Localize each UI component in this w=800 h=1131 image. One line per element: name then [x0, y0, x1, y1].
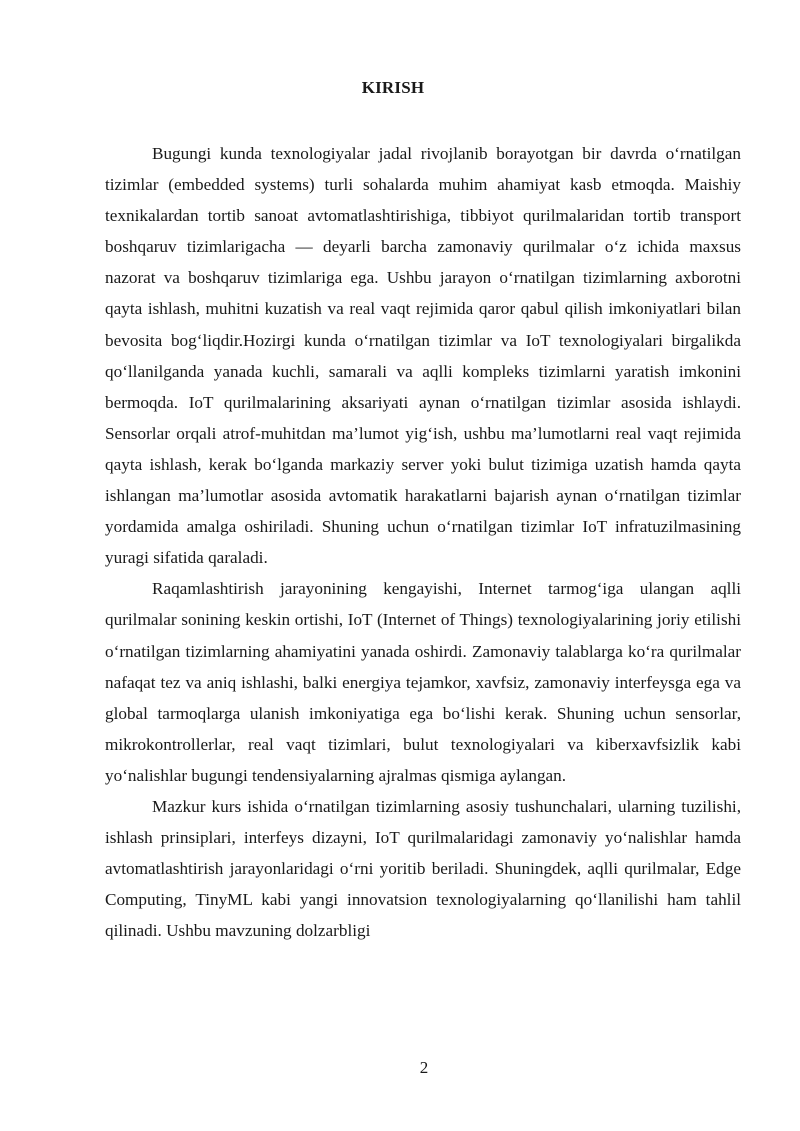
section-heading: KIRISH [361, 78, 425, 97]
page-number: 2 [419, 1058, 429, 1077]
paragraph-1: Bugungi kunda texnologiyalar jadal rivojlanib borayotgan bir davrda o‘rnatilgan tizimlar (embedded systems) turli sohalarda muhim ahamiyat kasb etmoqda. Maishiy texnikalardan tortib sanoat avtomatlashtirishiga, tibbiyot qurilmalaridan tortib transport boshqaruv tizimlarigacha — deyarli barcha zamonaviy qurilmalar o‘z ichida maxsus nazorat va boshqaruv tizimlariga ega. Ushbu jarayon o‘rnatilgan tizimlarning axborotni qayta ishlash, muhitni kuzatish va real vaqt rejimida qaror qabul qilish imkoniyatlari bilan bevosita bog‘liqdir.Hozirgi kunda o‘rnatilgan tizimlar va IoT texnologiyalari birgalikda qo‘llanilganda yanada kuchli, samarali va aqlli kompleks tizimlarni yaratish imkonini bermoqda. IoT qurilmalarining aksariyati aynan o‘rnatilgan tizimlar asosida ishlaydi. Sensorlar orqali atrof-muhitdan ma’lumot yig‘ish, ushbu ma’lumotlarni real vaqt rejimida qayta ishlash, kerak bo‘lganda markaziy server yoki bulut tizimiga uzatish hamda qayta ishlangan ma’lumotlar asosida avtomatik harakatlarni bajarish aynan o‘rnatilgan tizimlar yordamida amalga oshiriladi. Shuning uchun o‘rnatilgan tizimlar IoT infratuzilmasining yuragi sifatida qaraladi. [105, 144, 741, 568]
paragraph-3: Mazkur kurs ishida o‘rnatilgan tizimlarning asosiy tushunchalari, ularning tuzilishi, ishlash prinsiplari, interfeys dizayni, IoT qurilmalaridagi zamonaviy yo‘nalishlar hamda avtomatlashtirish jarayonlaridagi o‘rni yoritib beriladi. Shuningdek, aqlli qurilmalar, Edge Computing, TinyML kabi yangi innovatsion texnologiyalarning qo‘llanilishi ham tahlil qilinadi. Ushbu mavzuning dolzarbligi [105, 796, 741, 941]
paragraph-2: Raqamlashtirish jarayonining kengayishi, Internet tarmog‘iga ulangan aqlli qurilmalar sonining keskin ortishi, IoT (Internet of Things) texnologiyalarining joriy etilishi o‘rnatilgan tizimlarning ahamiyatini yanada oshirdi. Zamonaviy talablarga ko‘ra qurilmalar nafaqat tez va aniq ishlashi, balki energiya tejamkor, xavfsiz, zamonaviy interfeysga ega va global tarmoqlarga ulanish imkoniyatiga ega bo‘lishi kerak. Shuning uchun sensorlar, mikrokontrollerlar, real vaqt tizimlari, bulut texnologiyalari va kiberxavfsizlik kabi yo‘nalishlar bugungi tendensiyalarning ajralmas qismiga aylangan. [105, 579, 741, 785]
body-text [105, 138, 741, 946]
